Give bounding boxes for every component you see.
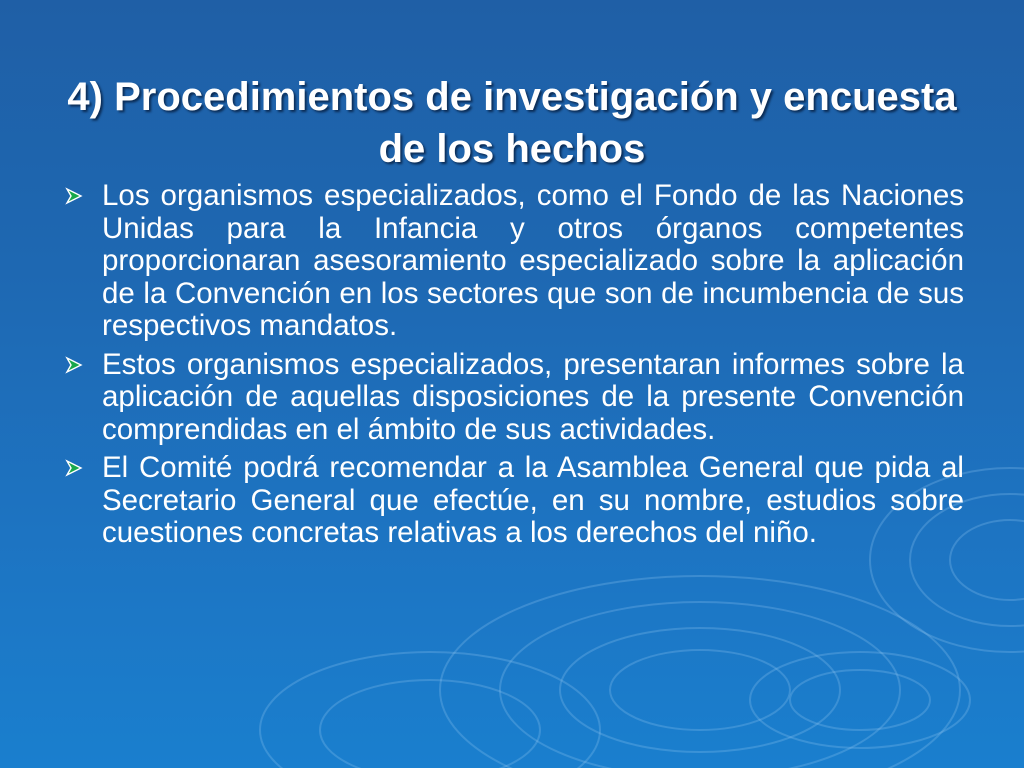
- chevron-arrow-icon: [64, 459, 84, 477]
- bullet-text: Estos organismos especializados, presentaran informes sobre la aplicación de aquellas disposiciones de la presente Convención comprendidas en el ámbito de sus actividades.: [102, 347, 964, 446]
- bullet-item: [60, 180, 964, 343]
- bullet-text: El Comité podrá recomendar a la Asamblea General que pida al Secretario General que efectúe, en su nombre, estudios sobre cuestiones concretas relativas a los derechos del niño.: [102, 451, 964, 549]
- slide-title: 4) Procedimientos de investigación y encuesta de los hechos: [67, 74, 957, 171]
- bullet-list: [60, 180, 964, 556]
- chevron-arrow-icon: [64, 356, 84, 374]
- bullet-text: Los organismos especializados, como el Fondo de las Naciones Unidas para la Infancia y otros órganos competentes proporcionaran asesoramiento especializado sobre la aplicación de la Convención en los sectores que son de incumbencia de sus respectivos mandatos.: [102, 179, 964, 342]
- chevron-arrow-icon: [64, 187, 84, 205]
- bullet-item: [60, 349, 964, 447]
- bullet-item: [60, 452, 964, 550]
